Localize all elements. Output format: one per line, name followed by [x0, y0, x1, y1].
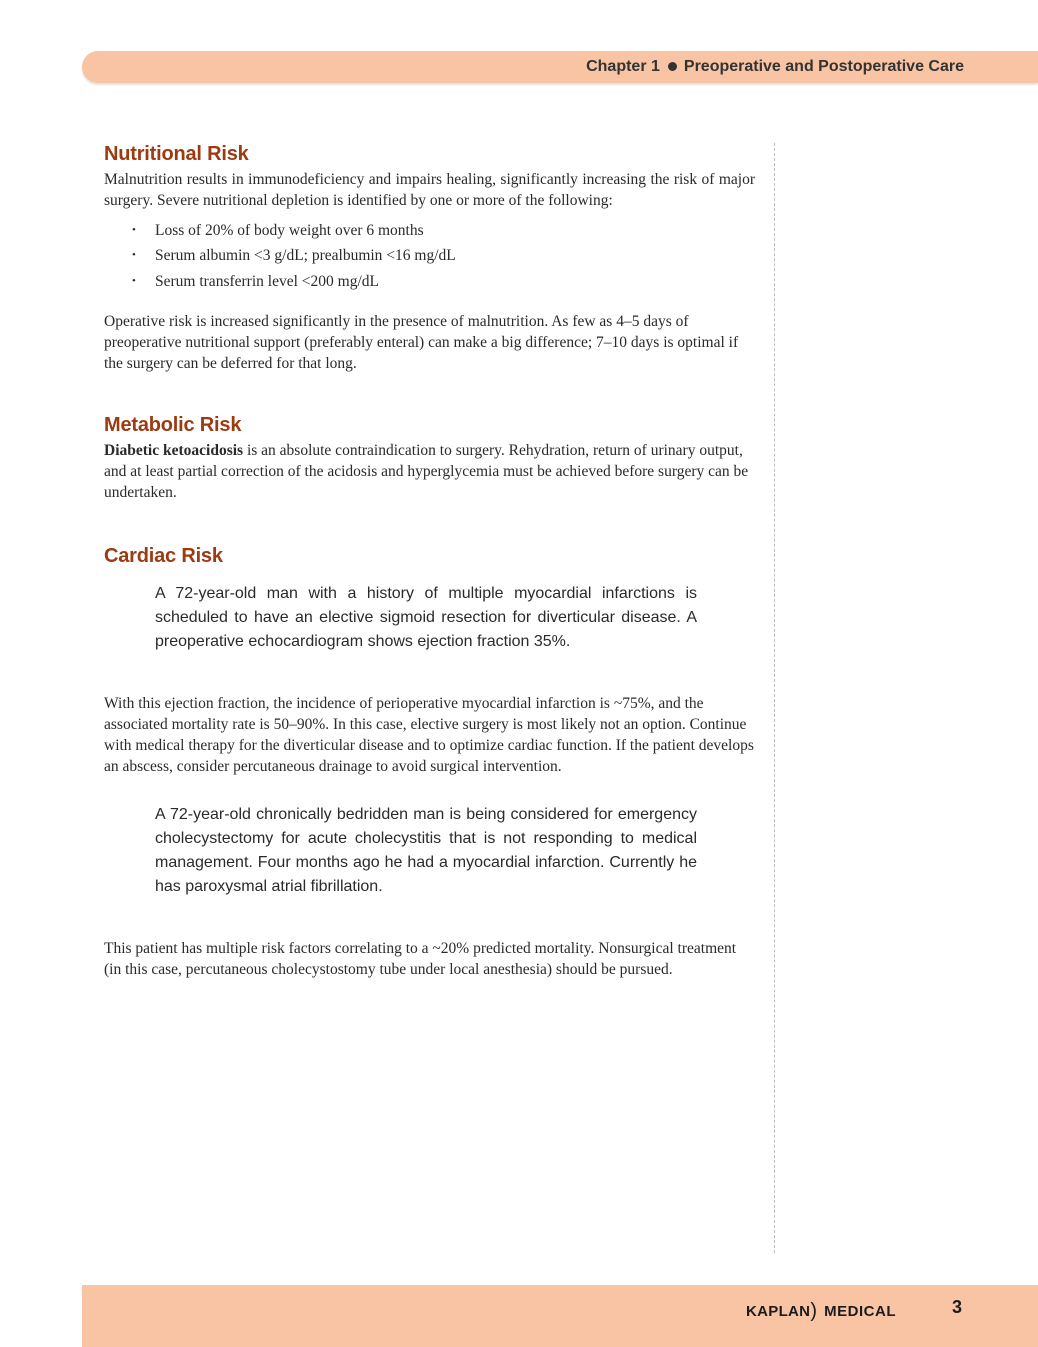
nutritional-outro: Operative risk is increased significantly in the presence of malnutrition. As few as 4–5 days of preoperative nutritional support (preferably enteral) can make a big difference; 7–10 days is optimal if the surgery can be deferred for that long. [104, 312, 739, 372]
nutritional-intro: Malnutrition results in immunodeficiency and impairs healing, significantly increasing the risk of major surgery. Severe nutritional depletion is identified by one or more of the following: [104, 171, 755, 209]
nutritional-criteria-list [104, 218, 755, 295]
page-number: 3 [952, 1297, 963, 1317]
page-content [104, 141, 755, 981]
metabolic-text: is an absolute contraindication to surgery. Rehydration, return of urinary output, and at least partial correction of the acidosis and hyperglycemia must be achieved before surgery can be undertaken. [104, 442, 749, 501]
margin-divider [774, 143, 775, 1253]
metabolic-paragraph [104, 441, 755, 503]
case-vignette-1: A 72-year-old man with a history of multiple myocardial infarctions is scheduled to have an elective sigmoid resection for diverticular disease. A preoperative echocardiogram shows ejection fraction 35%. [155, 584, 697, 651]
section-heading-cardiac: Cardiac Risk [104, 544, 223, 567]
logo-brand-right: MEDICAL [824, 1303, 896, 1320]
kaplan-medical-logo [746, 1299, 896, 1322]
chapter-title: Preoperative and Postoperative Care [683, 58, 964, 75]
logo-swoosh-icon: ) [810, 1300, 818, 1322]
cardiac-paragraph-2: This patient has multiple risk factors correlating to a ~20% predicted mortality. Nonsurgical treatment (in this case, percutaneous cholecystostomy tube under local anesthesia) should be pursued. [104, 940, 737, 979]
section-heading-nutritional: Nutritional Risk [104, 143, 249, 165]
header-band [82, 51, 1038, 83]
cardiac-risk-section [104, 543, 755, 981]
case-vignette-2: A 72-year-old chronically bedridden man is being considered for emergency cholecystectomy for acute cholecystitis that is not responding to medical management. Four months ago he had a myocardial infarction. Currently he has paroxysmal atrial fibrillation. [155, 805, 697, 896]
chapter-label: Chapter 1 [586, 58, 660, 75]
running-header [586, 58, 964, 76]
bullet-dot-icon [668, 62, 677, 71]
cardiac-paragraph-1: With this ejection fraction, the incidence of perioperative myocardial infarction is ~75%, and the associated mortality rate is 50–90%. In this case, elective surgery is most likely not an option. Continue with medical therapy for the diverticular disease and to optimize cardiac function. If the patient develops an abscess, consider percutaneous drainage to avoid surgical intervention. [104, 695, 754, 775]
list-item: • Loss of 20% of body weight over 6 months [104, 218, 755, 244]
list-item: • Serum albumin <3 g/dL; prealbumin <16 mg/dL [104, 243, 755, 269]
section-heading-metabolic: Metabolic Risk [104, 414, 242, 437]
metabolic-risk-section [104, 412, 755, 503]
footer-band [82, 1285, 1038, 1347]
bold-term: Diabetic ketoacidosis [104, 442, 244, 460]
logo-brand-left: KAPLAN [746, 1303, 811, 1320]
nutritional-risk-section [104, 141, 755, 374]
list-item: • Serum transferrin level <200 mg/dL [104, 269, 755, 295]
